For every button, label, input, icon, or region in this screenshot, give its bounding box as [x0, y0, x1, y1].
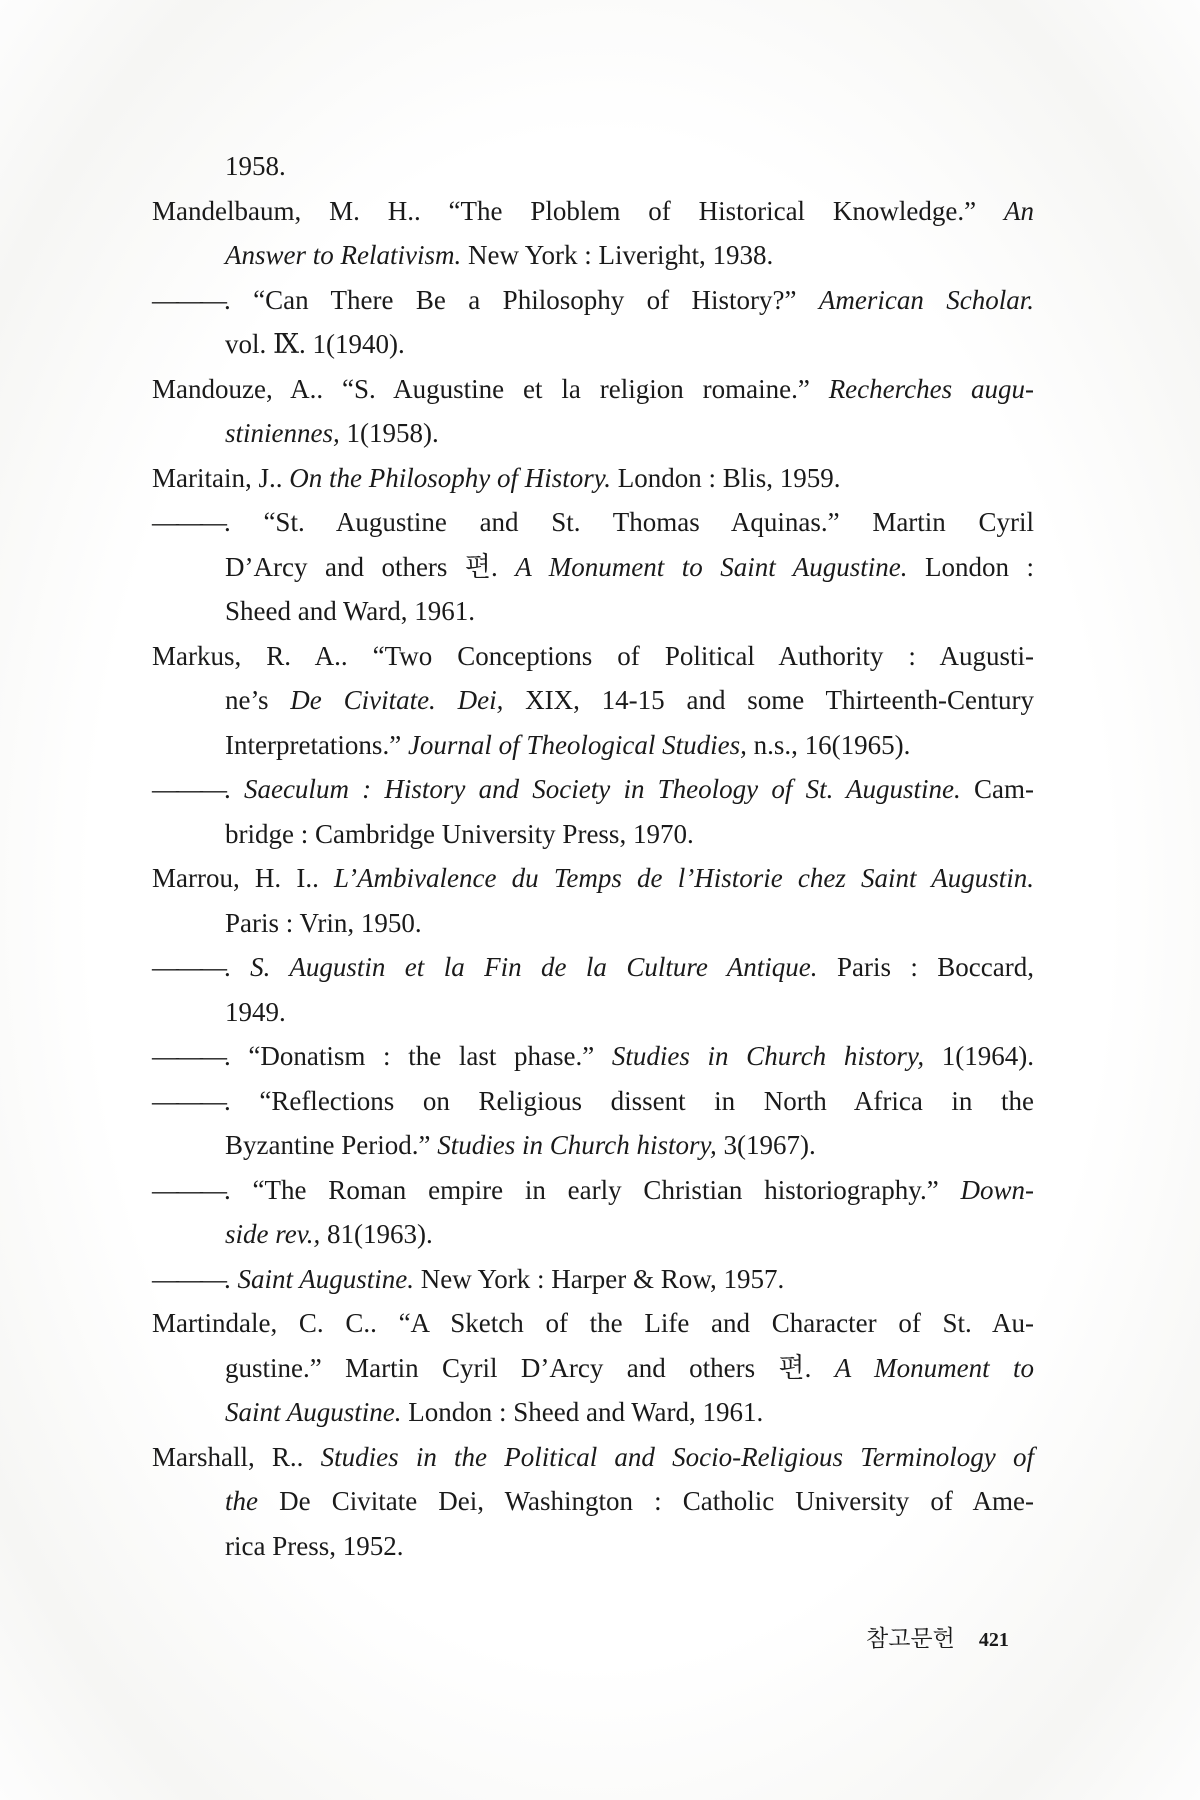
bibliography-line	[152, 278, 1034, 323]
bibliography-text	[152, 144, 1034, 1568]
text-segment: XIX, 14-15 and some Thirteenth-Century	[503, 685, 1034, 715]
text-segment: Maritain, J..	[152, 462, 290, 493]
bibliography-line	[152, 990, 1034, 1035]
text-segment: . “Can There Be a Philosophy of History?”	[224, 284, 819, 315]
text-segment: Markus, R. A.. “Two Conceptions of Political Authority : Augusti-	[152, 640, 1034, 671]
text-segment: .	[224, 952, 251, 982]
bibliography-line	[152, 1257, 1034, 1302]
text-segment: gustine.” Martin Cyril D’Arcy and others 편.	[225, 1352, 835, 1383]
text-segment: 1(1964).	[924, 1041, 1034, 1071]
italic-title: Down-	[960, 1174, 1034, 1205]
text-segment: Paris : Boccard,	[817, 952, 1034, 982]
bibliography-line	[152, 945, 1034, 990]
bibliography-line	[152, 456, 1034, 501]
text-segment: Marshall, R..	[152, 1441, 321, 1472]
italic-title: Studies in Church history,	[437, 1130, 717, 1160]
text-segment: London : Blis, 1959.	[610, 462, 841, 493]
italic-title: S. Augustin et la Fin de la Culture Antique.	[250, 952, 818, 982]
text-segment: n.s., 16(1965).	[746, 729, 911, 760]
italic-title: side rev.,	[225, 1219, 321, 1249]
italic-title: De Civitate. Dei,	[290, 685, 504, 715]
italic-title: A Monument to	[834, 1352, 1035, 1383]
bibliography-line	[152, 500, 1034, 545]
bibliography-line	[152, 1435, 1034, 1480]
text-segment: rica Press, 1952.	[225, 1530, 404, 1561]
text-segment: New York : Liveright, 1938.	[461, 240, 774, 270]
bibliography-line	[152, 411, 1034, 456]
italic-title: stiniennes,	[225, 418, 340, 448]
italic-title: L’Ambivalence du Temps de l’Historie chez Saint Augustin.	[334, 863, 1035, 893]
text-segment: .	[224, 1263, 238, 1294]
ditto-dash: ———	[152, 284, 224, 315]
text-segment: .	[224, 774, 244, 804]
bibliography-line	[152, 1524, 1034, 1569]
bibliography-line	[152, 367, 1034, 412]
bibliography-line	[152, 1034, 1034, 1079]
text-segment: Mandouze, A.. “S. Augustine et la religion romaine.”	[152, 373, 829, 404]
text-segment: . “The Roman empire in early Christian historiography.”	[224, 1174, 961, 1205]
bibliography-line	[152, 812, 1034, 857]
italic-title: Saint Augustine.	[237, 1263, 415, 1294]
italic-title: the	[225, 1486, 258, 1516]
bibliography-line	[152, 1346, 1034, 1391]
italic-title: Recherches augu-	[828, 373, 1034, 404]
bibliography-line	[152, 322, 1034, 367]
bibliography-line	[152, 856, 1034, 901]
ditto-dash: ———	[152, 774, 224, 804]
text-segment: Interpretations.”	[225, 729, 408, 760]
bibliography-line	[152, 1212, 1034, 1257]
text-segment: De Civitate Dei, Washington : Catholic University of Ame-	[258, 1486, 1034, 1516]
bibliography-line	[152, 1390, 1034, 1435]
bibliography-line	[152, 233, 1034, 278]
bibliography-line	[152, 678, 1034, 723]
text-segment: 1(1958).	[339, 418, 439, 448]
text-segment: bridge : Cambridge University Press, 1970.	[225, 818, 694, 849]
text-segment: . “Reflections on Religious dissent in North Africa in the	[224, 1085, 1034, 1116]
bibliography-line	[152, 1168, 1034, 1213]
running-footer-section: 참고문헌	[866, 1626, 955, 1651]
text-segment: vol. Ⅸ. 1(1940).	[225, 329, 405, 359]
bibliography-line	[152, 1123, 1034, 1168]
italic-title: Studies in Church history,	[611, 1041, 925, 1071]
bibliography-line	[152, 1079, 1034, 1124]
page-number: 421	[978, 1629, 1009, 1651]
italic-title: On the Philosophy of History.	[289, 462, 611, 493]
italic-title: Saeculum : History and Society in Theology of St. Augustine.	[243, 774, 961, 804]
text-segment: . “Donatism : the last phase.”	[224, 1041, 612, 1071]
text-segment: ne’s	[225, 685, 291, 715]
italic-title: Saint Augustine.	[225, 1397, 402, 1427]
ditto-dash: ———	[152, 952, 224, 982]
italic-title: Answer to Relativism.	[225, 240, 462, 270]
ditto-dash: ———	[152, 1041, 224, 1071]
bibliography-line	[152, 634, 1034, 679]
ditto-dash: ———	[152, 1174, 224, 1205]
text-segment: 1949.	[225, 996, 286, 1027]
italic-title: Journal of Theological Studies,	[407, 729, 747, 760]
text-segment: 1958.	[225, 151, 286, 181]
bibliography-line	[152, 1301, 1034, 1346]
text-segment: 81(1963).	[320, 1219, 433, 1249]
italic-title: A Monument to Saint Augustine.	[515, 551, 908, 582]
italic-title: Studies in the Political and Socio-Religious Terminology of	[320, 1441, 1034, 1472]
text-segment: Cam-	[960, 774, 1034, 804]
ditto-dash: ———	[152, 1085, 224, 1116]
bibliography-line	[152, 589, 1034, 634]
text-segment: 3(1967).	[716, 1130, 816, 1160]
text-segment: Marrou, H. I..	[152, 863, 335, 893]
ditto-dash: ———	[152, 1263, 224, 1294]
bibliography-line	[152, 189, 1034, 234]
bibliography-line	[152, 144, 1034, 189]
text-segment: Martindale, C. C.. “A Sketch of the Life and Character of St. Au-	[152, 1308, 1034, 1338]
text-segment: Paris : Vrin, 1950.	[225, 907, 422, 938]
text-segment: London : Sheed and Ward, 1961.	[401, 1397, 764, 1427]
text-segment: . “St. Augustine and St. Thomas Aquinas.” Martin Cyril	[224, 507, 1034, 537]
bibliography-line	[152, 1479, 1034, 1524]
italic-title: An	[1004, 195, 1034, 226]
bibliography-line	[152, 767, 1034, 812]
text-segment: D’Arcy and others 편.	[225, 551, 516, 582]
bibliography-line	[152, 723, 1034, 768]
page-footer	[866, 1620, 1009, 1653]
text-segment: Byzantine Period.”	[225, 1130, 438, 1160]
bibliography-line	[152, 901, 1034, 946]
text-segment: New York : Harper & Row, 1957.	[414, 1263, 785, 1294]
text-segment: Sheed and Ward, 1961.	[225, 596, 476, 626]
text-segment: Mandelbaum, M. H.. “The Ploblem of Historical Knowledge.”	[152, 195, 1004, 226]
ditto-dash: ———	[152, 507, 224, 537]
bibliography-line	[152, 545, 1034, 590]
text-segment: London :	[907, 551, 1034, 582]
italic-title: American Scholar.	[818, 284, 1034, 315]
